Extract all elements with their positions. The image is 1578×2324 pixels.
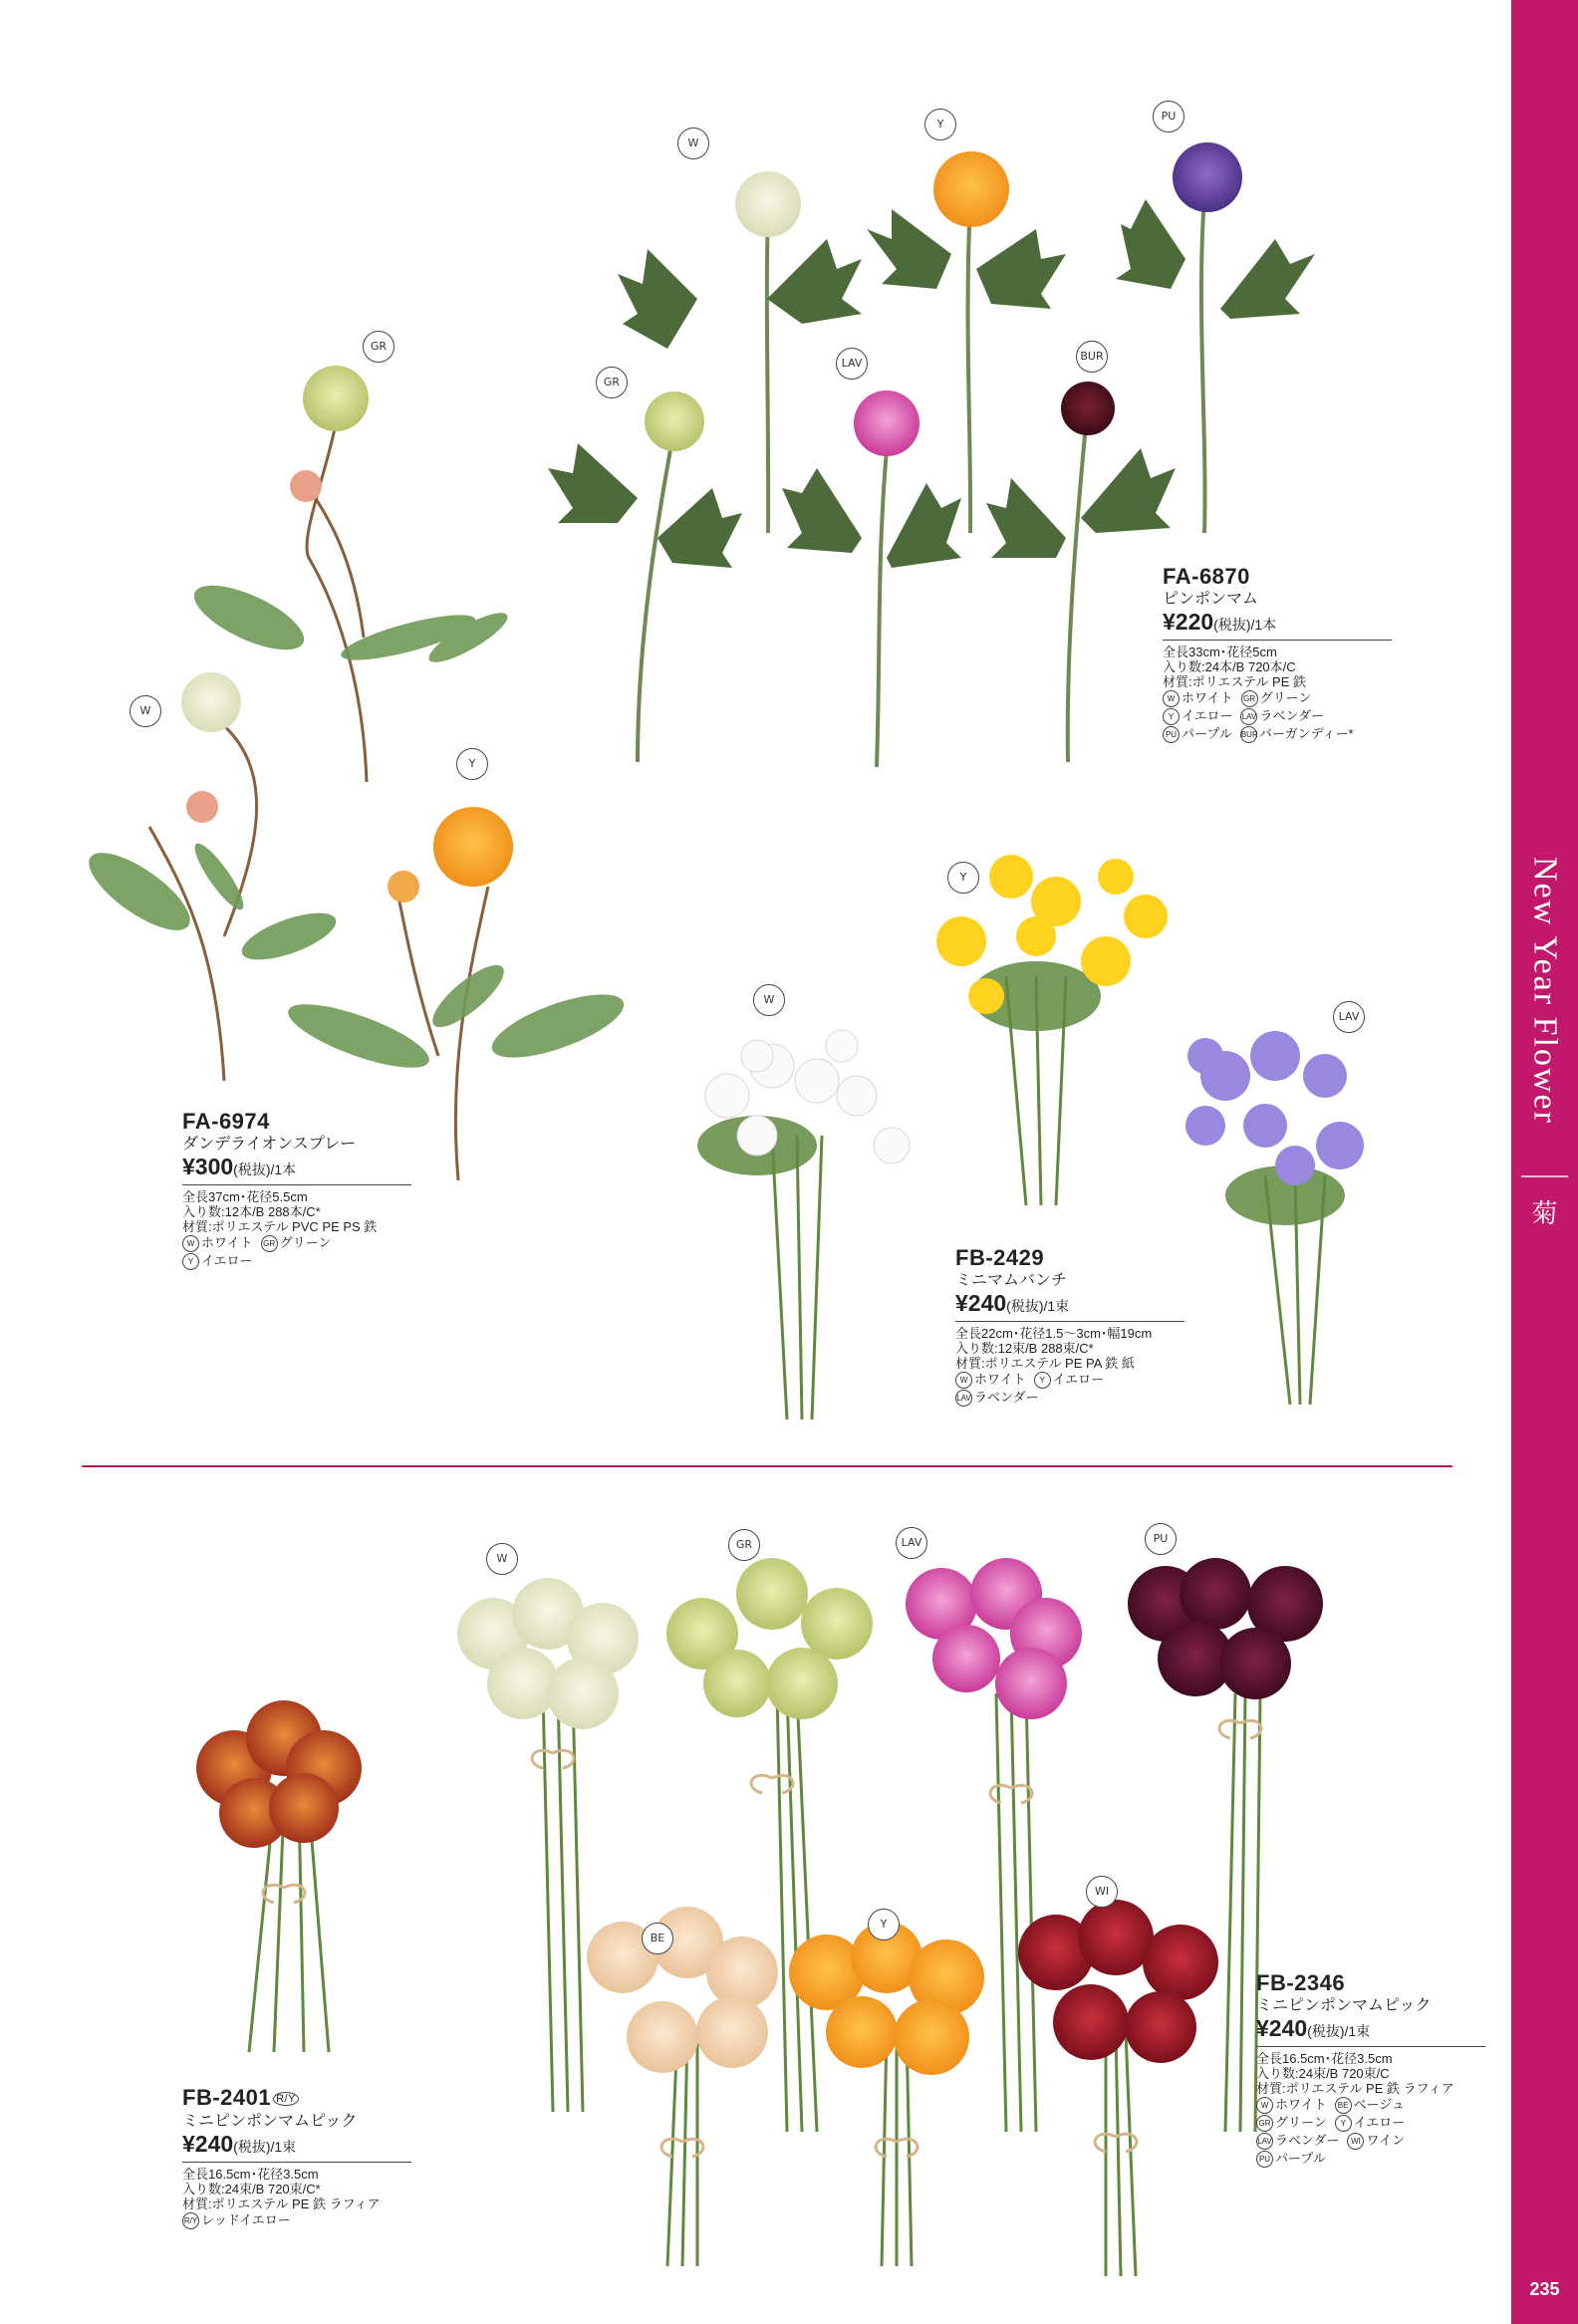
price-rule — [1163, 640, 1392, 641]
color-badge: PU — [1145, 1523, 1177, 1555]
color-badge: W — [753, 984, 785, 1016]
color-badge: W — [130, 695, 161, 727]
price-value: ¥300 — [182, 1154, 234, 1179]
color-name: イエロー — [1182, 708, 1233, 723]
color-badge: BUR — [1076, 341, 1108, 373]
product-fa6974 — [182, 1109, 441, 1270]
product-code: FB-2429 — [955, 1245, 1045, 1270]
price-unit: /1本 — [1250, 617, 1277, 633]
color-option — [955, 1389, 1038, 1407]
price-value: ¥220 — [1163, 609, 1214, 635]
spec-size: 全長33cm･花径5cm — [1163, 645, 1277, 659]
product-price — [182, 1154, 441, 1182]
price-rule — [955, 1321, 1184, 1322]
spec-quantity: 入り数:12本/B 288本/C* — [182, 1204, 321, 1219]
spec-size: 全長37cm･花径5.5cm — [182, 1189, 308, 1204]
product-code — [182, 2085, 441, 2112]
color-name: グリーン — [1259, 690, 1312, 705]
spec-size: 全長16.5cm･花径3.5cm — [182, 2167, 319, 2182]
color-code: GR — [1256, 2115, 1273, 2132]
spec-quantity: 入り数:24本/B 720本/C — [1163, 659, 1296, 674]
color-badge: LAV — [836, 348, 868, 380]
color-code: GR — [261, 1235, 278, 1252]
color-code: GR — [1241, 690, 1258, 707]
product-price — [1256, 2015, 1515, 2044]
color-name: ホワイト — [1275, 2097, 1327, 2112]
spec-material: 材質:ポリエステル PE 鉄 — [1163, 674, 1307, 689]
color-code: LAV — [1256, 2133, 1273, 2150]
price-unit: /1束 — [1344, 2023, 1371, 2039]
color-code: PU — [1256, 2151, 1273, 2168]
color-code: Y — [1034, 1372, 1051, 1389]
color-name: ラベンダー — [1259, 708, 1324, 723]
price-tax: (税抜) — [1213, 617, 1251, 633]
color-code: W — [182, 1235, 199, 1252]
price-value: ¥240 — [955, 1290, 1007, 1316]
spec-material: 材質:ポリエステル PE 鉄 ラフィア — [182, 2196, 381, 2211]
color-badge: WI — [1086, 1876, 1118, 1908]
price-value: ¥240 — [1256, 2015, 1308, 2041]
color-option — [1163, 707, 1232, 725]
color-badge: Y — [924, 109, 956, 140]
color-option — [261, 1234, 332, 1252]
product-name: ダンデライオンスプレー — [182, 1136, 357, 1153]
product-fb2346 — [1256, 1970, 1515, 2168]
price-rule — [1256, 2046, 1485, 2047]
color-option — [1034, 1371, 1104, 1389]
color-option — [1256, 2150, 1326, 2168]
section-category: 菊 — [1531, 1199, 1558, 1229]
color-option — [1256, 2096, 1327, 2114]
color-name: イエロー — [201, 1253, 253, 1268]
color-name: バーガンディー* — [1258, 726, 1354, 741]
product-price — [1163, 609, 1422, 638]
color-option — [1163, 689, 1233, 707]
product-fb2401 — [182, 2085, 441, 2229]
color-option — [955, 1371, 1026, 1389]
product-price — [955, 1290, 1214, 1319]
color-badge: LAV — [1333, 1001, 1365, 1033]
product-name: ピンポンマム — [1163, 591, 1259, 608]
color-option — [182, 2211, 291, 2229]
color-list — [182, 2211, 441, 2229]
color-option — [1335, 2114, 1405, 2132]
color-code: Y — [1335, 2115, 1352, 2132]
color-option — [1256, 2132, 1339, 2150]
color-code: WI — [1347, 2133, 1364, 2150]
color-option — [1256, 2114, 1327, 2132]
section-divider — [82, 1465, 1452, 1467]
color-list — [1163, 689, 1422, 743]
section-title: New Year Flower — [1526, 857, 1564, 1125]
color-option — [1163, 725, 1232, 743]
price-rule — [182, 1184, 411, 1185]
price-unit: /1本 — [270, 1162, 297, 1177]
product-name: ミニマムバンチ — [955, 1272, 1068, 1289]
color-name: ラベンダー — [1275, 2133, 1340, 2148]
color-list — [1256, 2096, 1515, 2168]
spec-quantity: 入り数:24束/B 720束/C* — [182, 2182, 321, 2196]
color-badge: BE — [642, 1923, 673, 1954]
color-badge: GR — [596, 367, 628, 398]
price-tax: (税抜) — [233, 1162, 271, 1177]
price-tax: (税抜) — [1307, 2023, 1345, 2039]
sidebar — [1511, 0, 1578, 2324]
price-tax: (税抜) — [1006, 1298, 1044, 1314]
color-badge: Y — [868, 1909, 900, 1940]
color-badge: GR — [363, 331, 394, 363]
color-name: ホワイト — [201, 1235, 253, 1250]
color-code: BUR — [1240, 726, 1257, 743]
spec-size: 全長22cm･花径1.5～3cm･幅19cm — [955, 1326, 1153, 1341]
spec-quantity: 入り数:12束/B 288束/C* — [955, 1341, 1094, 1356]
product-name: ミニピンポンマムピック — [182, 2113, 358, 2130]
color-code: LAV — [955, 1390, 972, 1407]
spec-material: 材質:ポリエステル PVC PE PS 鉄 — [182, 1219, 378, 1234]
color-name: ホワイト — [1182, 690, 1233, 705]
color-list — [955, 1371, 1214, 1407]
product-code-text: FB-2401 — [182, 2085, 272, 2110]
product-name: ミニピンポンマムピック — [1256, 1997, 1432, 2014]
color-code: W — [1163, 690, 1180, 707]
product-code: FB-2346 — [1256, 1970, 1346, 1995]
price-unit: /1束 — [1043, 1298, 1070, 1314]
color-list — [182, 1234, 441, 1270]
color-code: W — [1256, 2097, 1273, 2114]
color-code: Y — [182, 1253, 199, 1270]
color-code: R/Y — [182, 2212, 199, 2229]
price-rule — [182, 2162, 411, 2163]
product-fa6870 — [1163, 564, 1422, 743]
color-name: パープル — [1275, 2151, 1326, 2166]
color-option — [1241, 689, 1312, 707]
color-badge: GR — [728, 1529, 760, 1561]
color-option — [182, 1252, 252, 1270]
color-badge: Y — [456, 748, 488, 780]
color-badge: W — [677, 128, 709, 159]
spec-quantity: 入り数:24束/B 720束/C — [1256, 2066, 1390, 2081]
product-code-suffix: R/Y — [273, 2092, 299, 2106]
sidebar-divider — [1521, 1175, 1568, 1177]
spec-material: 材質:ポリエステル PE 鉄 ラフィア — [1256, 2081, 1454, 2096]
color-badge: W — [486, 1543, 518, 1575]
price-unit: /1束 — [270, 2139, 297, 2155]
color-name: ホワイト — [974, 1372, 1026, 1387]
color-name: イエロー — [1353, 2115, 1406, 2130]
color-code: LAV — [1240, 708, 1257, 725]
color-option — [1347, 2132, 1405, 2150]
color-code: PU — [1163, 726, 1180, 743]
color-name: グリーン — [279, 1235, 332, 1250]
color-name: ワイン — [1366, 2133, 1406, 2148]
color-option — [1240, 725, 1354, 743]
price-tax: (税抜) — [233, 2139, 271, 2155]
color-name: グリーン — [1275, 2115, 1327, 2130]
color-name: レッドイエロー — [201, 2212, 291, 2227]
color-badge: PU — [1153, 101, 1184, 132]
color-option — [1240, 707, 1323, 725]
color-name: ベージュ — [1353, 2097, 1406, 2112]
color-name: ラベンダー — [974, 1390, 1039, 1405]
color-name: パープル — [1182, 726, 1232, 741]
color-badge: Y — [947, 862, 979, 894]
product-code: FA-6870 — [1163, 564, 1250, 589]
spec-size: 全長16.5cm･花径3.5cm — [1256, 2051, 1393, 2066]
product-code: FA-6974 — [182, 1109, 270, 1134]
color-code: Y — [1163, 708, 1180, 725]
product-fb2429 — [955, 1245, 1214, 1407]
color-code: BE — [1335, 2097, 1352, 2114]
spec-material: 材質:ポリエステル PE PA 鉄 紙 — [955, 1356, 1135, 1371]
color-badge: LAV — [896, 1527, 927, 1559]
color-option — [182, 1234, 253, 1252]
price-value: ¥240 — [182, 2131, 234, 2157]
color-code: W — [955, 1372, 972, 1389]
product-price — [182, 2131, 441, 2160]
page-number: 235 — [1529, 2279, 1560, 2299]
color-name: イエロー — [1052, 1372, 1105, 1387]
color-option — [1335, 2096, 1405, 2114]
